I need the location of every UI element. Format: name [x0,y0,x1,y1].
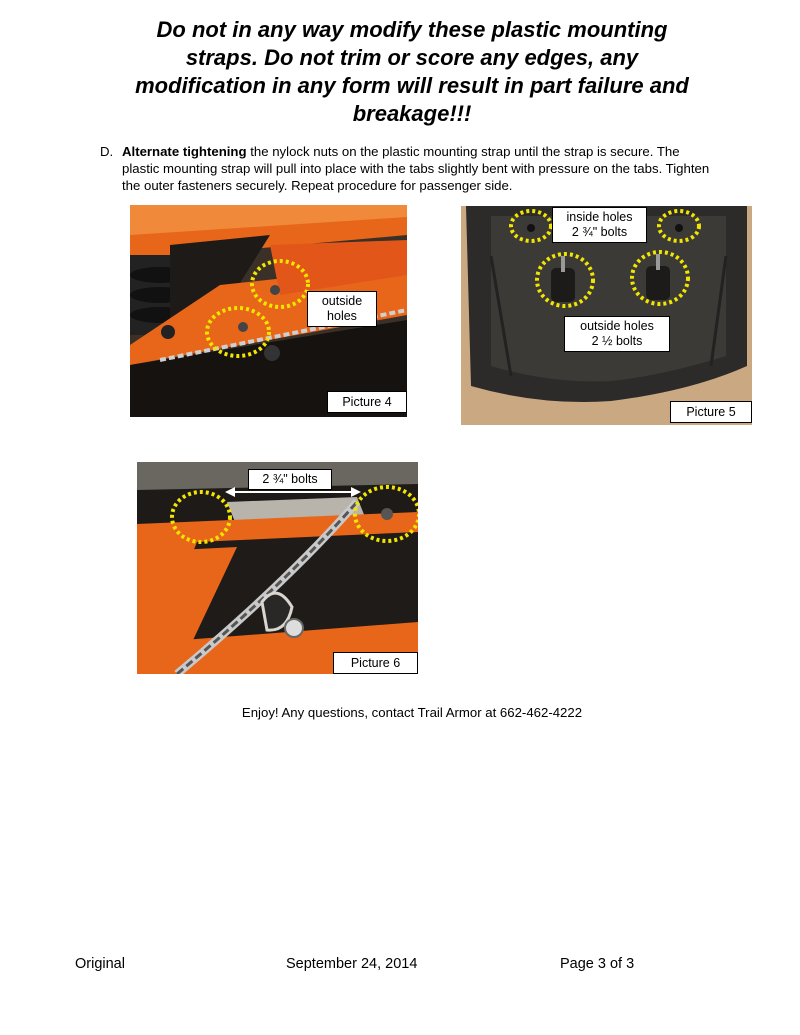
picture-6-caption: Picture 6 [333,652,418,674]
picture-4-caption: Picture 4 [327,391,407,413]
warning-line-3: modification in any form will result in part failure and [135,73,689,98]
warning-heading [100,16,724,128]
picture-5-caption: Picture 5 [670,401,752,423]
step-d [100,143,720,194]
contact-note: Enjoy! Any questions, contact Trail Armor at 662-462-4222 [241,705,583,720]
picture-6-photo [137,462,418,674]
warning-line-2: straps. Do not trim or score any edges, any [185,45,639,70]
picture-6-image [137,462,418,674]
picture-6-label: 2 ¾" bolts [248,469,332,490]
warning-line-4: breakage!!! [352,101,472,126]
picture-5-inside-label: inside holes 2 ¾" bolts [552,207,647,243]
picture-4-label: outside holes [307,291,377,327]
step-bold-text: Alternate tightening [122,144,247,159]
step-text: the nylock nuts on the plastic mounting strap until the strap is secure. The plastic mounting strap will pull into place with the tabs slightly bent with pressure on the tabs. Tighten the outer fasteners securely. Repeat procedure for passenger side. [122,144,710,193]
warning-line-1: Do not in any way modify these plastic mounting [156,17,668,42]
step-letter: D. [100,144,114,159]
picture-5-photo [461,206,752,425]
picture-4-photo [130,205,407,417]
footer-left: Original [75,956,125,972]
footer-right: Page 3 of 3 [560,956,635,972]
step-body [122,143,720,194]
picture-5-outside-label: outside holes 2 ½ bolts [564,316,670,352]
footer-center: September 24, 2014 [286,956,418,972]
